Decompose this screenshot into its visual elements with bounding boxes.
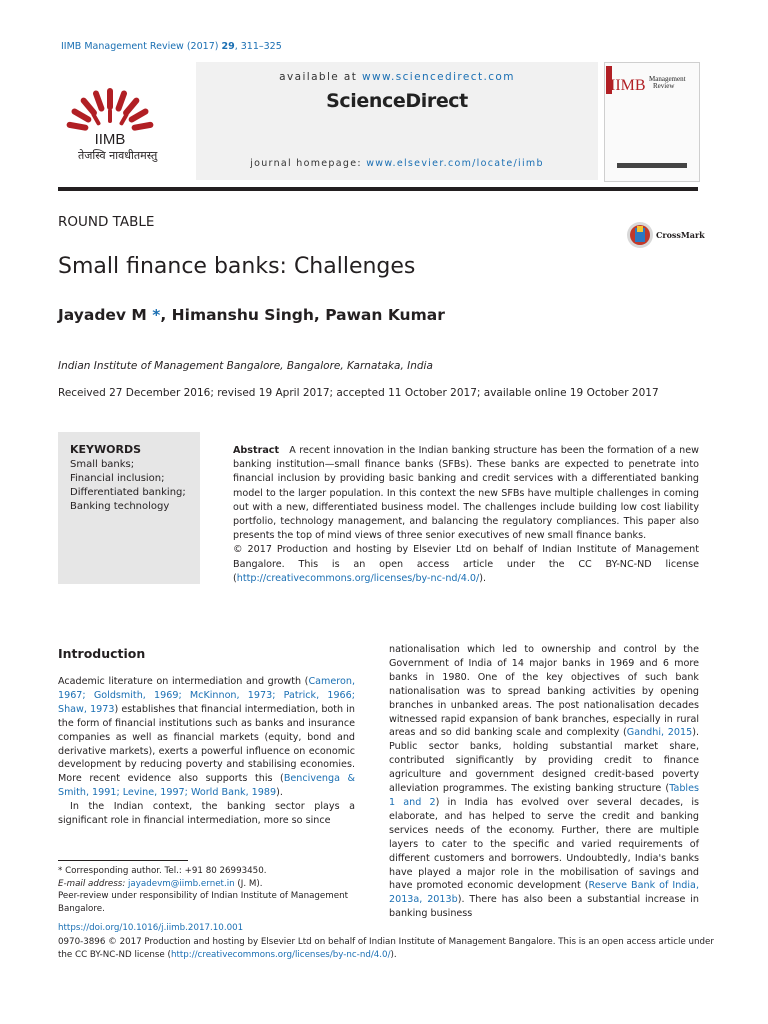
footnotes — [58, 865, 358, 915]
available-at-line — [196, 71, 598, 83]
intro-paragraph-1 — [58, 675, 355, 800]
text-run: ) establishes that financial intermediation, both in the form of financial institutions such as banks and insurance companies as well as financial markets (equity, bond and derivative markets), exerts a powerful influence on economic development by reducing poverty and stabilising economies. More recent evidence also supports this ( — [58, 703, 355, 785]
journal-homepage-link[interactable]: www.elsevier.com/locate/iimb — [366, 158, 544, 169]
header-rule — [58, 187, 698, 191]
cover-iimb-text: IIMB — [610, 77, 646, 94]
reference-link[interactable]: Reserve Bank of India, 2013a, 2013b — [389, 880, 699, 906]
logo-motto: तेजस्वि नावधीतमस्तु — [78, 149, 158, 162]
corresponding-author-note: * Corresponding author. Tel.: +91 80 26993450. — [58, 866, 267, 876]
journal-citation[interactable] — [61, 41, 282, 52]
cover-footer-band — [617, 163, 687, 168]
abstract-label: Abstract — [233, 445, 280, 456]
keyword-item: Differentiated banking; — [70, 487, 186, 498]
article-title: Small finance banks: Challenges — [58, 254, 416, 279]
author-rest: , Himanshu Singh, Pawan Kumar — [160, 306, 445, 324]
email-link[interactable]: jayadevm@iimb.ernet.in — [128, 878, 235, 889]
abstract — [233, 444, 699, 586]
crossmark-icon[interactable] — [624, 220, 656, 250]
keyword-item: Banking technology — [70, 501, 170, 512]
intro-paragraph-3 — [389, 643, 699, 921]
reference-link[interactable]: Cameron, 1967; Goldsmith, 1969; McKinnon, 1973; Patrick, 1966; Shaw, 1973 — [58, 676, 355, 715]
keyword-item: Financial inclusion; — [70, 473, 165, 484]
available-prefix: available at — [279, 71, 362, 83]
section-label: ROUND TABLE — [58, 214, 155, 230]
keyword-item: Small banks; — [70, 459, 135, 470]
author-list — [58, 306, 445, 324]
abstract-text: A recent innovation in the Indian banking structure has been the formation of a new banking institution—small finance banks (SFBs). These banks are expected to penetrate into financial inclusion by providing basic banking and credit services with a differentiated banking model to the larger population. In this context the new SFBs have multiple challenges in coming out with a new, differentiated business model. The challenges include building low cost liability portfolio, technology management, and balancing the regulatory compliances. This paper also presents the top of mind views of three senior executives of new small finance banks. — [233, 445, 699, 542]
corresponding-author-marker[interactable]: * — [146, 306, 161, 324]
license-end: ). — [390, 950, 397, 960]
crossmark-label[interactable]: CrossMark — [656, 230, 705, 240]
keywords-title: KEYWORDS — [70, 443, 142, 456]
journal-homepage-line — [196, 158, 598, 169]
text-run: ). — [276, 787, 283, 799]
license-footer — [58, 936, 718, 962]
footnote-rule — [58, 860, 188, 861]
table-reference-link[interactable]: Tables 1 and 2 — [389, 783, 699, 808]
body-column-right — [389, 643, 699, 921]
cover-title-line1: Management — [649, 75, 686, 83]
body-column-left — [58, 675, 355, 828]
reference-link[interactable]: Gandhi, 2015 — [626, 727, 693, 739]
cover-title-line2: Review — [653, 82, 675, 90]
sciencedirect-link[interactable]: www.sciencedirect.com — [362, 71, 515, 83]
citation-pages: , 311–325 — [234, 41, 282, 52]
reference-link[interactable]: Bencivenga & Smith, 1991; Levine, 1997; World Bank, 1989 — [58, 773, 355, 799]
text-run: ). Public sector banks, holding substantial market share, contributed significantly by providing credit to finance agriculture and government designed credit-based poverty alleviation programmes. The existing banking structure ( — [389, 727, 699, 795]
received-dates: Received 27 December 2016; revised 19 April 2017; accepted 11 October 2017; available online 19 October 2017 — [58, 387, 659, 399]
citation-volume: 29 — [221, 41, 235, 52]
logo-name: IIMB — [94, 131, 126, 148]
intro-paragraph-2: In the Indian context, the banking sector plays a significant role in financial intermediation, more so since — [58, 801, 355, 827]
doi-link[interactable]: https://doi.org/10.1016/j.iimb.2017.10.001 — [58, 923, 244, 933]
affiliation: Indian Institute of Management Bangalore, Bangalore, Karnataka, India — [58, 360, 433, 372]
text-run: ). There has also been a substantial increase in banking business — [389, 894, 699, 920]
email-label: E-mail address: — [58, 878, 129, 889]
license-link[interactable]: http://creativecommons.org/licenses/by-nc-nd/4.0/ — [170, 950, 391, 960]
text-run: ) in India has evolved over several decades, is elaborate, and has helped to serve the credit and banking services needs of the economy. Further, there are multiple layers to cater to the specific and varied requirements of different customers and borrowers. Undoubtedly, India's banks have played a major role in the mobilisation of savings and have promoted economic development ( — [389, 796, 699, 892]
abstract-license-link[interactable]: http://creativecommons.org/licenses/by-nc-nd/4.0/ — [236, 572, 480, 584]
license-text: 0970-3896 © 2017 Production and hosting by Elsevier Ltd on behalf of Indian Institute of Management Bangalore. This is an open access article under the CC BY-NC-ND license ( — [58, 937, 714, 960]
text-run: nationalisation which led to ownership and control by the Government of India of 14 major banks in 1969 and 6 more banks in 1980. One of the key objectives of such bank nationalisation was to spread banking activities by opening branches in unbanked areas. The post nationalisation decades witnessed rapid expansion of bank branches, especially in rural areas and so did banking scale and complexity ( — [389, 644, 699, 739]
homepage-prefix: journal homepage: — [250, 158, 367, 169]
sciencedirect-brand: ScienceDirect — [326, 90, 468, 112]
author-first: Jayadev M — [58, 306, 147, 324]
introduction-heading: Introduction — [58, 646, 146, 661]
keywords-list — [70, 458, 186, 514]
abstract-copyright-end: ). — [479, 572, 487, 584]
email-note — [58, 878, 358, 891]
peer-review-note: Peer-review under responsibility of Indian Institute of Management Bangalore. — [58, 891, 348, 914]
citation-prefix: IIMB Management Review (2017) — [61, 41, 222, 52]
text-run: Academic literature on intermediation and growth ( — [58, 676, 309, 687]
cover-title — [649, 76, 686, 90]
abstract-copyright: © 2017 Production and hosting by Elsevier Ltd on behalf of Indian Institute of Management Bangalore. This is an open access article under the CC BY-NC-ND license ( — [233, 544, 699, 584]
email-end: (J. M). — [234, 878, 263, 889]
